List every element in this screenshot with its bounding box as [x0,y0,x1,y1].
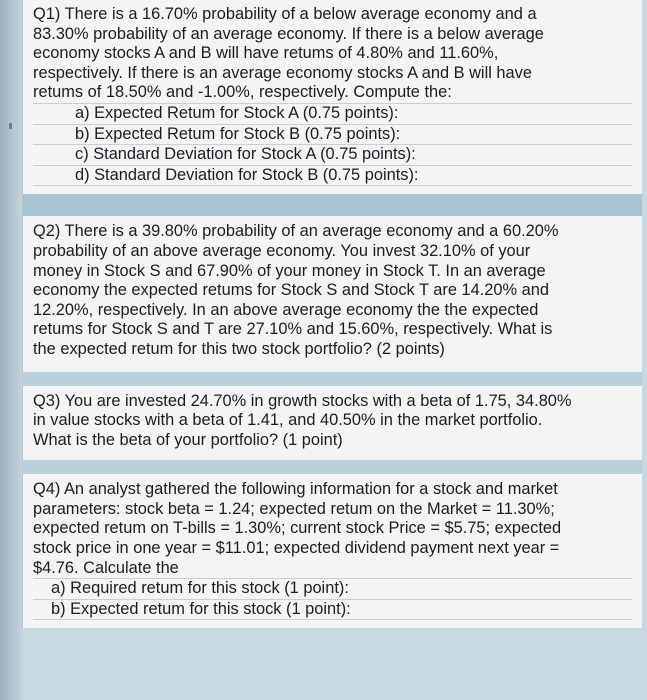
question-1-line: retums of 18.50% and -1.00%, respectively. Compute the: [33,83,452,102]
question-1-parts [33,103,632,186]
question-4-line: $4.76. Calculate the [33,558,179,577]
question-4-line: expected retum on T-bills = 1.30%; current stock Price = $5.75; expected [33,519,562,538]
section-divider [22,372,642,386]
page-edge-shadow [0,0,22,700]
question-4-parts [33,578,632,620]
question-2-line: 12.20%, respectively. In an above average economy the the expected [33,300,539,319]
question-1-part-a: a) Expected Retum for Stock A (0.75 points): [33,103,632,124]
question-2-line: money in Stock S and 67.90% of your money in Stock T. In an average [33,261,546,280]
question-3-line: What is the beta of your portfolio? (1 point) [33,430,343,449]
question-2-line: economy the expected retums for Stock S and Stock T are 14.20% and [33,281,549,300]
question-1-line: Q1) There is a 16.70% probability of a below average economy and a [33,5,537,23]
question-2-line: Q2) There is a 39.80% probability of an average economy and a 60.20% [33,222,559,241]
question-2-text [33,222,632,359]
margin-mark [9,123,12,129]
question-4-line: parameters: stock beta = 1.24; expected retum on the Market = 11.30%; [33,499,555,518]
question-4-text [33,480,632,578]
question-1-part-c: c) Standard Deviation for Stock A (0.75 points): [33,144,632,165]
question-4 [22,474,642,628]
question-4-line: stock price in one year = $11.01; expected dividend payment next year = [33,539,560,558]
question-2-line: retums for Stock S and T are 27.10% and 15.60%, respectively. What is [33,320,553,339]
question-4-line: Q4) An analyst gathered the following information for a stock and market [33,480,558,499]
question-1-line: 83.30% probability of an average economy. If there is a below average [33,24,544,43]
question-1-part-d: d) Standard Deviation for Stock B (0.75 points): [33,165,632,187]
question-1-line: respectively. If there is an average economy stocks A and B will have [33,63,532,82]
question-1-text [33,5,632,103]
question-3 [22,386,642,461]
question-1 [22,0,642,194]
question-2 [22,216,642,371]
question-1-line: economy stocks A and B will have retums of 4.80% and 11.60%, [33,44,499,63]
question-2-line: the expected retum for this two stock portfolio? (2 points) [33,339,445,358]
question-3-text [33,392,632,451]
question-2-line: probability of an above average economy. You invest 32.10% of your [33,241,531,260]
question-3-line: Q3) You are invested 24.70% in growth stocks with a beta of 1.75, 34.80% [33,391,572,410]
section-divider [22,194,642,216]
question-4-part-b: b) Expected retum for this stock (1 point): [33,599,632,621]
question-1-part-b: b) Expected Retum for Stock B (0.75 points): [33,124,632,145]
question-3-line: in value stocks with a beta of 1.41, and 40.50% in the market portfolio. [33,411,543,430]
question-4-part-a: a) Required retum for this stock (1 point): [33,578,632,599]
section-divider [22,460,642,474]
question-sheet [22,0,642,628]
